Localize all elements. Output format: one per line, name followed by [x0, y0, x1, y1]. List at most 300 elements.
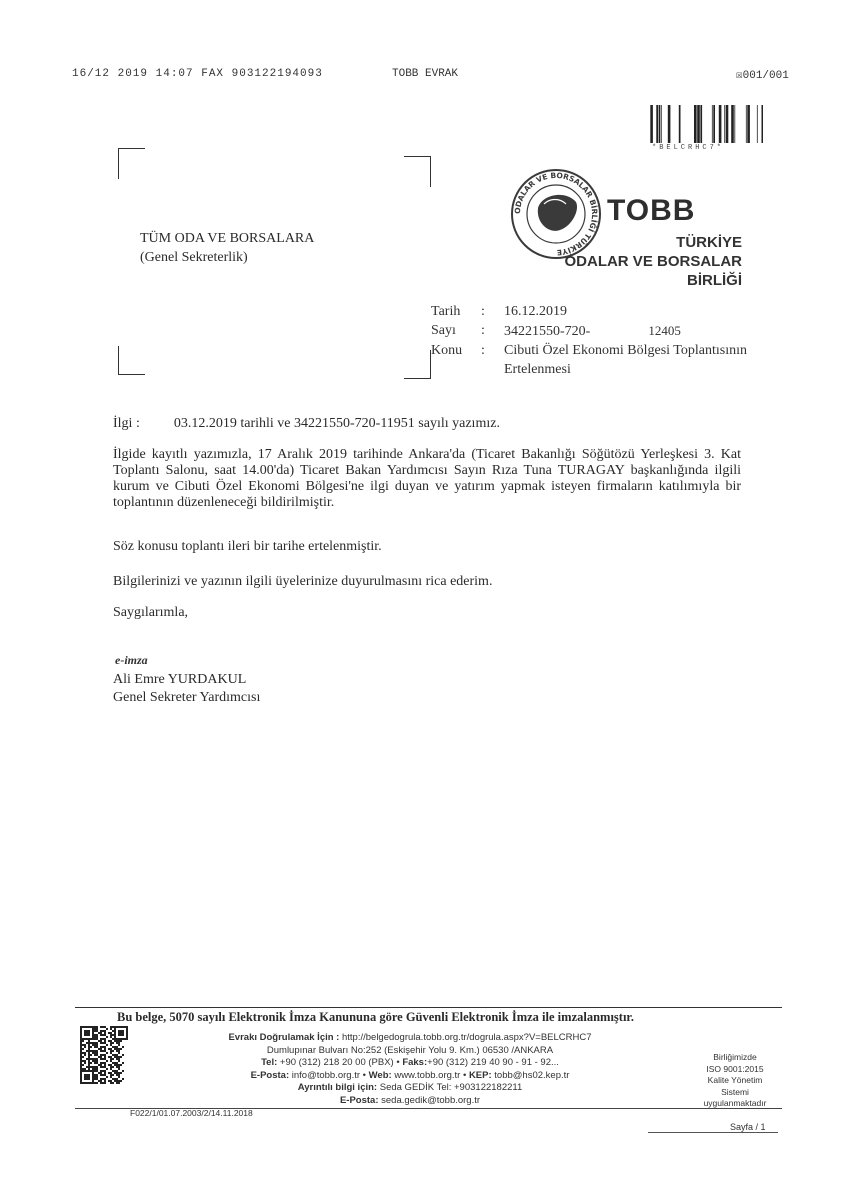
qr-module	[102, 1074, 104, 1076]
qr-module	[102, 1078, 104, 1080]
qr-module	[110, 1072, 112, 1074]
footer-esign-statement: Bu belge, 5070 sayılı Elektronik İmza Kanununa göre Güvenli Elektronik İmza ile imzalanmıştır.	[117, 1010, 634, 1024]
qr-module	[90, 1042, 92, 1044]
qr-module	[80, 1060, 82, 1062]
qr-module	[84, 1054, 86, 1056]
contact-email-value[interactable]: seda.gedik@tobb.org.tr	[381, 1094, 481, 1106]
qr-module	[106, 1076, 108, 1078]
qr-module	[110, 1044, 112, 1046]
barcode-bar	[734, 105, 735, 143]
qr-module	[82, 1052, 84, 1054]
qr-module	[100, 1046, 102, 1048]
qr-module	[96, 1036, 98, 1038]
qr-module	[94, 1028, 96, 1030]
barcode-bar	[650, 105, 653, 143]
meta-number-cell	[504, 321, 747, 341]
qr-module	[100, 1032, 102, 1034]
qr-module	[80, 1058, 82, 1060]
qr-module	[82, 1044, 84, 1046]
qr-module	[122, 1070, 124, 1072]
qr-module	[116, 1082, 118, 1084]
qr-module	[108, 1056, 110, 1058]
qr-module	[80, 1068, 82, 1070]
qr-module	[118, 1074, 120, 1076]
meta-row-subject	[431, 341, 747, 379]
qr-module	[118, 1068, 120, 1070]
meta-row-date	[431, 302, 747, 321]
qr-module	[114, 1070, 116, 1072]
qr-module	[118, 1042, 120, 1044]
footer-contact-email-line	[140, 1095, 680, 1108]
qr-module	[100, 1038, 102, 1040]
qr-module	[94, 1054, 96, 1056]
footer-contact-line	[140, 1082, 680, 1095]
fax-header-datetime: 16/12 2019 14:07 FAX 903122194093	[72, 68, 323, 80]
recipient-name: TÜM ODA VE BORSALARA	[140, 231, 315, 246]
qr-module	[122, 1078, 124, 1080]
qr-module	[102, 1054, 104, 1056]
qr-module	[82, 1068, 84, 1070]
qr-module	[80, 1064, 82, 1066]
qr-module	[98, 1080, 100, 1082]
signatory-block	[113, 671, 260, 707]
signatory-title: Genel Sekreter Yardımcısı	[113, 690, 261, 705]
quality-notice	[690, 1052, 780, 1110]
qr-module	[108, 1032, 110, 1034]
qr-module	[94, 1030, 96, 1032]
qr-module	[94, 1044, 96, 1046]
barcode-bar	[757, 105, 758, 143]
qr-module	[80, 1054, 82, 1056]
qr-module	[102, 1038, 104, 1040]
qr-module	[96, 1062, 98, 1064]
qr-module	[110, 1028, 112, 1030]
barcode-bar	[697, 105, 700, 143]
qr-module	[80, 1056, 82, 1058]
qr-module	[118, 1056, 120, 1058]
qr-module	[100, 1074, 102, 1076]
qr-module	[116, 1056, 118, 1058]
qr-module	[90, 1066, 92, 1068]
qr-module	[94, 1042, 96, 1044]
qr-module	[96, 1060, 98, 1062]
qr-module	[106, 1060, 108, 1062]
qr-module	[112, 1054, 114, 1056]
body-paragraph: Bilgilerinizi ve yazının ilgili üyelerinize duyurulmasını rica ederim.	[113, 574, 493, 589]
qr-module	[90, 1050, 92, 1052]
qr-module	[108, 1048, 110, 1050]
qr-module	[110, 1032, 112, 1034]
qr-module	[108, 1064, 110, 1066]
barcode-bar	[713, 105, 715, 143]
qr-module	[116, 1050, 118, 1052]
email-label: E-Posta:	[250, 1069, 290, 1081]
qr-module	[92, 1060, 94, 1062]
meta-row-number	[431, 321, 747, 341]
reference-text: 03.12.2019 tarihli ve 34221550-720-11951 sayılı yazımız.	[173, 416, 500, 431]
barcode-bar	[747, 105, 750, 143]
qr-module	[92, 1042, 94, 1044]
qr-module	[80, 1050, 82, 1052]
signatory-name: Ali Emre YURDAKUL	[113, 672, 247, 687]
qr-module	[104, 1026, 106, 1028]
qr-module	[112, 1038, 114, 1040]
qr-module	[116, 1048, 118, 1050]
qr-module	[96, 1054, 98, 1056]
qr-module	[92, 1044, 94, 1046]
qr-module	[106, 1068, 108, 1070]
fax-value: +90 (312) 219 40 90 - 91 - 92...	[427, 1057, 559, 1068]
reference-label: İlgi :	[113, 416, 140, 431]
qr-module	[112, 1050, 114, 1052]
qr-module	[102, 1034, 104, 1036]
qr-module	[94, 1082, 96, 1084]
footer-verify-line	[140, 1032, 680, 1045]
recipient-block	[140, 229, 314, 267]
qr-module	[104, 1056, 106, 1058]
qr-module	[102, 1050, 104, 1052]
qr-module	[100, 1058, 102, 1060]
qr-module	[96, 1026, 98, 1028]
qr-module	[80, 1048, 82, 1050]
qr-module	[94, 1046, 96, 1048]
qr-module	[116, 1066, 118, 1068]
qr-module	[96, 1058, 98, 1060]
qr-module	[88, 1052, 90, 1054]
qr-module	[82, 1056, 84, 1058]
qr-module	[84, 1068, 86, 1070]
qr-module	[94, 1052, 96, 1054]
kep-label: KEP:	[468, 1069, 492, 1081]
qr-module	[104, 1074, 106, 1076]
qr-module	[90, 1046, 92, 1048]
qr-module	[104, 1064, 106, 1066]
qr-module	[110, 1060, 112, 1062]
qr-module	[88, 1056, 90, 1058]
verify-label: Evrakı Doğrulamak İçin :	[228, 1032, 340, 1043]
meta-number-value: 34221550-720-	[504, 324, 591, 339]
recipient-department: (Genel Sekreterlik)	[140, 250, 248, 265]
qr-module	[120, 1056, 122, 1058]
qr-module	[112, 1030, 114, 1032]
qr-module	[114, 1072, 116, 1074]
qr-module	[88, 1068, 90, 1070]
qr-module	[100, 1030, 102, 1032]
qr-module	[112, 1034, 114, 1036]
barcode-bar	[659, 105, 661, 143]
address-corner-mark	[404, 156, 431, 187]
qr-module	[112, 1078, 114, 1080]
qr-module	[102, 1062, 104, 1064]
qr-module	[86, 1050, 88, 1052]
qr-module	[82, 1060, 84, 1062]
qr-module	[118, 1076, 120, 1078]
qr-module	[98, 1072, 100, 1074]
qr-module	[92, 1068, 94, 1070]
qr-module	[104, 1046, 106, 1048]
qr-module	[84, 1060, 86, 1062]
qr-module	[86, 1058, 88, 1060]
qr-module	[100, 1040, 102, 1042]
qr-module	[116, 1064, 118, 1066]
qr-module	[102, 1058, 104, 1060]
qr-module	[94, 1070, 96, 1072]
qr-module	[84, 1046, 86, 1048]
qr-module	[92, 1058, 94, 1060]
qr-module	[114, 1046, 116, 1048]
qr-module	[98, 1064, 100, 1066]
qr-module	[92, 1066, 94, 1068]
qr-module	[118, 1064, 120, 1066]
qr-module	[80, 1066, 82, 1068]
qr-module	[110, 1052, 112, 1054]
qr-module	[96, 1034, 98, 1036]
fax-label: Faks:	[402, 1057, 428, 1068]
qr-module	[118, 1048, 120, 1050]
qr-module	[94, 1078, 96, 1080]
qr-module	[96, 1074, 98, 1076]
qr-module	[104, 1066, 106, 1068]
web-value[interactable]: www.tobb.org.tr	[394, 1069, 461, 1081]
barcode-bar	[726, 105, 729, 143]
qr-module	[114, 1064, 116, 1066]
qr-module	[116, 1054, 118, 1056]
qr-module	[100, 1034, 102, 1036]
qr-module	[88, 1040, 90, 1042]
verify-url[interactable]: http://belgedogrula.tobb.org.tr/dogrula.aspx?V=BELCRHC7	[341, 1032, 592, 1043]
qr-module	[82, 1064, 84, 1066]
qr-module	[120, 1080, 122, 1082]
footer-address: Dumlupınar Bulvarı No:252 (Eskişehir Yolu 9. Km.) 06530 /ANKARA	[266, 1044, 554, 1056]
qr-module	[116, 1080, 118, 1082]
qr-module	[94, 1060, 96, 1062]
meta-label: Sayı	[431, 323, 456, 338]
qr-module	[110, 1036, 112, 1038]
qr-module	[112, 1062, 114, 1064]
qr-module	[92, 1052, 94, 1054]
qr-module	[84, 1074, 90, 1080]
qr-module	[96, 1068, 98, 1070]
address-corner-mark	[118, 148, 145, 179]
meta-subject-line: Cibuti Özel Ekonomi Bölgesi Toplantısının	[504, 343, 747, 358]
qr-module	[114, 1054, 116, 1056]
qr-module	[84, 1044, 86, 1046]
qr-module	[104, 1034, 106, 1036]
qr-module	[122, 1062, 124, 1064]
quality-line: uygulanmaktadır	[703, 1098, 767, 1108]
qr-module	[116, 1074, 118, 1076]
qr-module	[94, 1050, 96, 1052]
fax-header-sender: TOBB EVRAK	[392, 68, 459, 80]
qr-module	[102, 1026, 104, 1028]
qr-module	[100, 1072, 102, 1074]
qr-module	[110, 1082, 112, 1084]
qr-module	[88, 1064, 90, 1066]
qr-module	[94, 1076, 96, 1078]
qr-module	[116, 1078, 118, 1080]
qr-module	[108, 1072, 110, 1074]
form-code: F022/1/01.07.2003/2/14.11.2018	[130, 1108, 253, 1118]
qr-module	[96, 1082, 98, 1084]
qr-module	[88, 1044, 90, 1046]
barcode-code: *BELCRHC7*	[652, 144, 725, 152]
fax-header-page	[736, 68, 789, 82]
qr-module	[96, 1042, 98, 1044]
qr-module	[96, 1066, 98, 1068]
qr-module	[94, 1034, 96, 1036]
qr-module	[94, 1066, 96, 1068]
tel-value: +90 (312) 218 20 00 (PBX)	[279, 1057, 394, 1068]
qr-module	[104, 1062, 106, 1064]
qr-module	[108, 1040, 110, 1042]
qr-module	[118, 1080, 120, 1082]
qr-module	[96, 1078, 98, 1080]
logo-name: TOBB	[607, 194, 696, 227]
kep-value: tobb@hs02.kep.tr	[494, 1069, 570, 1081]
qr-module	[100, 1062, 102, 1064]
document-barcode	[648, 105, 763, 143]
closing-salutation: Saygılarımla,	[113, 605, 189, 620]
qr-module	[96, 1038, 98, 1040]
qr-module	[102, 1070, 104, 1072]
qr-module	[112, 1042, 114, 1044]
footer-phone-line: Tel: +90 (312) 218 20 00 (PBX) • Faks:+90 (312) 219 40 90 - 91 - 92...	[261, 1057, 559, 1068]
qr-module	[90, 1058, 92, 1060]
barcode-bar	[656, 105, 658, 143]
qr-module	[110, 1050, 112, 1052]
fax-page-number: 001/001	[742, 70, 789, 82]
qr-code-icon	[80, 1026, 128, 1084]
barcode-bar	[746, 105, 747, 143]
qr-module	[118, 1050, 120, 1052]
qr-module	[112, 1066, 114, 1068]
qr-module	[104, 1050, 106, 1052]
qr-module	[88, 1042, 90, 1044]
qr-module	[114, 1056, 116, 1058]
barcode-bar	[719, 105, 722, 143]
qr-module	[116, 1072, 118, 1074]
footer-contact-info	[140, 1032, 680, 1107]
qr-module	[118, 1052, 120, 1054]
qr-module	[94, 1062, 96, 1064]
qr-module	[114, 1048, 116, 1050]
qr-module	[88, 1060, 90, 1062]
qr-module	[104, 1058, 106, 1060]
qr-module	[98, 1056, 100, 1058]
logo-subtitle-line: ODALAR VE BORSALAR	[564, 253, 742, 270]
qr-module	[114, 1080, 116, 1082]
barcode-bar	[712, 105, 713, 143]
qr-module	[94, 1038, 96, 1040]
contact-value: Seda GEDİK Tel: +903122182211	[379, 1082, 523, 1093]
qr-module	[122, 1046, 124, 1048]
qr-module	[96, 1030, 98, 1032]
qr-module	[88, 1066, 90, 1068]
meta-colon: :	[481, 343, 485, 358]
qr-module	[80, 1042, 82, 1044]
qr-module	[112, 1074, 114, 1076]
address-corner-mark	[404, 350, 431, 379]
qr-module	[90, 1062, 92, 1064]
qr-module	[80, 1044, 82, 1046]
quality-line: ISO 9001:2015	[706, 1063, 764, 1074]
web-label: Web:	[368, 1069, 392, 1081]
qr-module	[96, 1076, 98, 1078]
qr-module	[106, 1044, 108, 1046]
meta-date-value: 16.12.2019	[504, 304, 567, 319]
barcode-bar	[668, 105, 671, 143]
address-corner-mark	[118, 346, 145, 375]
qr-module	[96, 1052, 98, 1054]
qr-module	[110, 1080, 112, 1082]
qr-module	[106, 1028, 108, 1030]
barcode-bar	[661, 105, 662, 143]
qr-module	[102, 1042, 104, 1044]
qr-module	[114, 1062, 116, 1064]
qr-module	[116, 1042, 118, 1044]
qr-module	[112, 1070, 114, 1072]
body-paragraph: İlgide kayıtlı yazımızla, 17 Aralık 2019 tarihinde Ankara'da (Ticaret Bakanlığı Söğütözü Yerleşkesi 3. Kat Toplantı Salonu, saat 14.00'da) Ticaret Bakan Yardımcısı Sayın Rıza Tuna TURAGAY başkanlığında ilgili kurum ve Cibuti Özel Ekonomi Bölgesi'ne ilgi duyan ve yatırım yapmak isteyen firmaların katılımıyla bir toplantının düzenleneceği bildirilmiştir.	[113, 447, 741, 510]
qr-module	[100, 1056, 102, 1058]
qr-module	[110, 1074, 112, 1076]
logo-subtitle-line: BİRLİĞİ	[687, 272, 742, 289]
qr-module	[80, 1046, 82, 1048]
qr-module	[96, 1046, 98, 1048]
qr-module	[110, 1048, 112, 1050]
meta-colon: :	[481, 304, 485, 319]
qr-module	[102, 1082, 104, 1084]
barcode-bar	[731, 105, 734, 143]
qr-module	[114, 1040, 116, 1042]
qr-module	[98, 1040, 100, 1042]
footer-web-line: E-Posta: info@tobb.org.tr • Web: www.tobb.org.tr • KEP: tobb@hs02.kep.tr	[250, 1069, 570, 1081]
qr-module	[94, 1068, 96, 1070]
qr-module	[102, 1046, 104, 1048]
qr-module	[110, 1056, 112, 1058]
qr-module	[80, 1040, 82, 1042]
qr-module	[102, 1066, 104, 1068]
qr-module	[106, 1052, 108, 1054]
barcode-bar	[762, 105, 764, 143]
qr-module	[100, 1054, 102, 1056]
contact-label: Ayrıntılı bilgi için:	[297, 1082, 378, 1093]
barcode-bar	[679, 105, 681, 143]
qr-module	[100, 1050, 102, 1052]
qr-module	[90, 1054, 92, 1056]
qr-module	[94, 1058, 96, 1060]
qr-module	[80, 1052, 82, 1054]
meta-colon: :	[481, 323, 485, 338]
email-value[interactable]: info@tobb.org.tr	[291, 1069, 361, 1081]
qr-module	[116, 1046, 118, 1048]
qr-module	[88, 1048, 90, 1050]
reference-line	[113, 416, 500, 432]
qr-module	[104, 1082, 106, 1084]
qr-module	[104, 1042, 106, 1044]
qr-module	[104, 1038, 106, 1040]
logo-subtitle	[540, 233, 742, 290]
qr-module	[110, 1042, 112, 1044]
meta-number-suffix: 12405	[648, 323, 681, 338]
qr-module	[110, 1076, 112, 1078]
barcode-bar	[724, 105, 725, 143]
qr-module	[116, 1062, 118, 1064]
qr-module	[118, 1058, 120, 1060]
qr-module	[86, 1066, 88, 1068]
qr-module	[100, 1082, 102, 1084]
qr-module	[94, 1074, 96, 1076]
qr-module	[104, 1070, 106, 1072]
